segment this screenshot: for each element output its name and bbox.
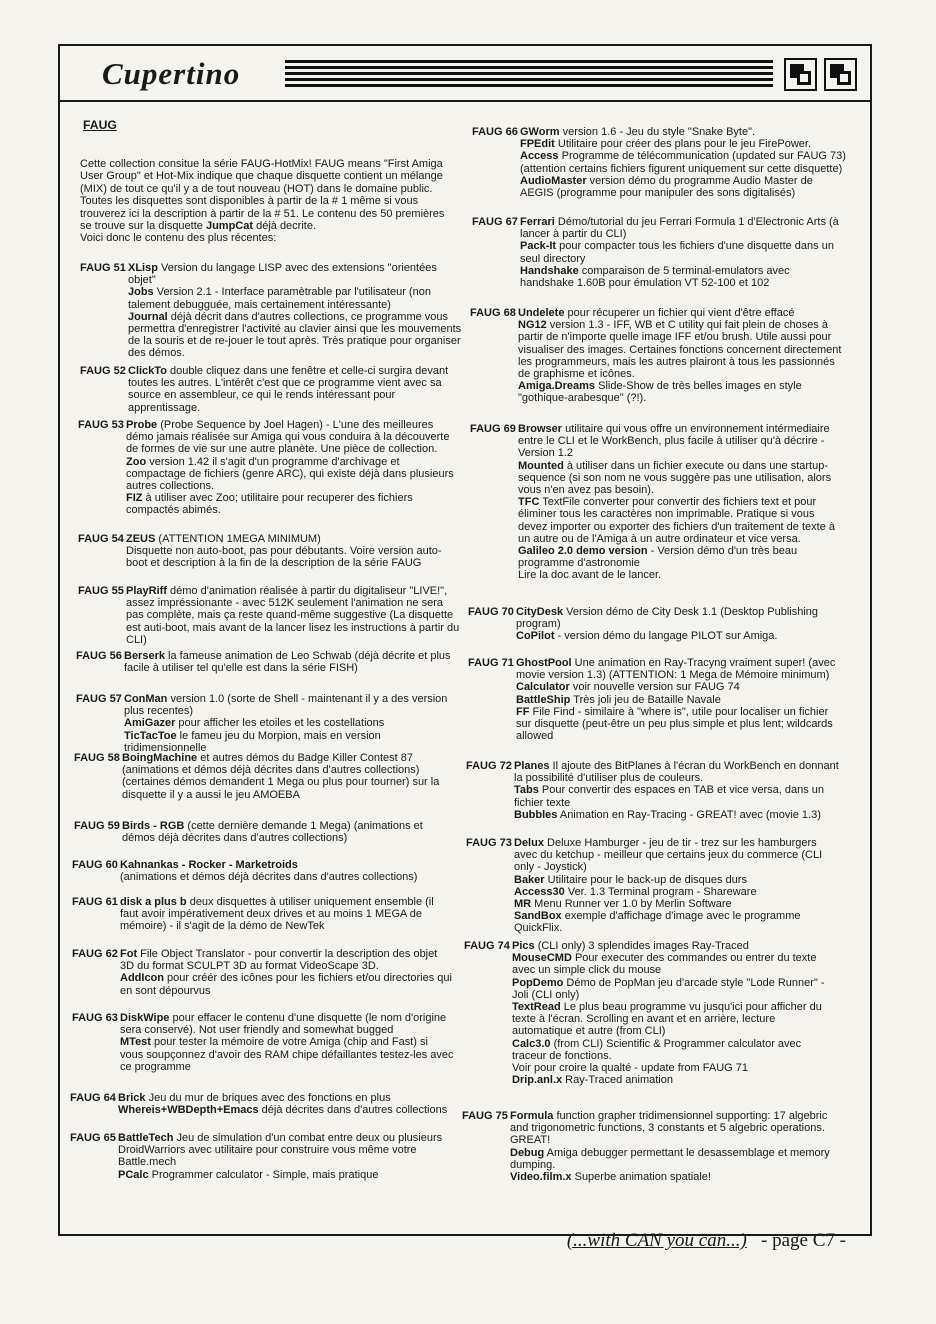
program-name: Pics <box>512 940 535 952</box>
program-line <box>520 175 846 199</box>
entry-description <box>520 126 846 199</box>
disk-code: FAUG 62 <box>72 948 118 960</box>
catalog-entry <box>74 752 456 801</box>
disk-code: FAUG 60 <box>72 859 118 871</box>
catalog-entry <box>468 606 842 643</box>
program-name: Calculator <box>516 681 570 694</box>
program-name: Ferrari <box>520 216 555 228</box>
program-name: DiskWipe <box>120 1012 170 1024</box>
program-line <box>516 706 842 743</box>
disk-code: FAUG 56 <box>76 650 122 662</box>
catalog-entry <box>76 650 458 674</box>
program-desc: function grapher tridimensionnel supporting: 17 algebric and trigonometric functions, 3 constants et 5 algebric operations. GREAT! <box>510 1110 828 1147</box>
program-line <box>520 150 846 174</box>
catalog-entry <box>466 760 840 821</box>
program-desc: Ver. 1.3 Terminal program - Shareware <box>564 885 757 898</box>
program-name: Access30 <box>514 885 565 898</box>
program-desc: exemple d'affichage d'image avec le programme QuickFlix. <box>514 910 801 935</box>
program-desc: File Find - similaire à "where is", utile pour localiser un fichier sur disquette (peut-être un peu plus simple et plus lent; wildcards allowed <box>516 705 833 743</box>
program-line <box>126 545 460 569</box>
program-desc: déjà décrites dans d'autres collections <box>258 1104 448 1117</box>
catalog-entry <box>70 1132 452 1181</box>
program-desc: à utiliser avec Zoo; utilitaire pour recuperer des fichiers compactés abimés. <box>126 492 413 517</box>
program-desc: (cette dernière demande 1 Mega) (animations et démos déjà décrites dans d'autres collections) <box>122 820 423 845</box>
program-line <box>514 874 840 886</box>
program-name: Berserk <box>124 650 165 662</box>
program-line <box>516 657 842 681</box>
program-desc: démo d'animation réalisée à partir du digitaliseur "LIVE!", assez impréssionante - avec 512K seulement l'animation ne sera pas complète, mais ça reste quand-même suggestive (La disquette est auti-boot, mais avant de la lancer lisez les instructions à partir du CLI) <box>126 585 460 646</box>
program-desc: Amiga debugger permettant le desassemblage et memory dumping. <box>510 1146 830 1171</box>
disk-code: FAUG 65 <box>70 1132 116 1144</box>
program-line <box>512 1074 838 1086</box>
program-desc: pour tester la mémoire de votre Amiga (chip and Fast) si vous soupçonnez d'avoir des RAM chipe défaillantes testez-les avec ce programme <box>120 1036 454 1073</box>
catalog-entry <box>76 693 458 754</box>
program-line <box>518 423 844 460</box>
program-line <box>126 456 460 493</box>
program-desc: Jeu de simulation d'un combat entre deux ou plusieurs DroidWarriors avec utilitaire pour construire vous même votre Battle.mech <box>118 1132 443 1169</box>
program-name: MouseCMD <box>512 952 572 965</box>
program-desc: Démo de PopMan jeu d'arcade style "Lode Runner" - Joli (CLI only) <box>512 976 825 1001</box>
program-desc: Version du langage LISP avec des extensions "orientées objet" <box>128 262 437 287</box>
program-desc: (CLI only) 3 splendides images Ray-Traced <box>534 940 749 952</box>
program-name: Planes <box>514 760 550 772</box>
entry-description <box>118 1092 452 1116</box>
program-desc: Jeu du mur de briques avec des fonctions en plus <box>145 1092 391 1104</box>
program-line <box>124 717 458 729</box>
disk-code: FAUG 67 <box>472 216 518 228</box>
program-line <box>514 784 840 808</box>
catalog-entry <box>72 896 454 933</box>
catalog-entry <box>80 365 462 414</box>
program-line <box>518 496 844 545</box>
logo-icon <box>784 58 817 91</box>
program-name: Video.film.x <box>510 1171 572 1184</box>
program-desc: version 1.3 - IFF, WB et C utility qui fait plein de choses à partir de n'importe quelle image IFF et/ou brush. Utile aussi pour visualiser des images. Certaines fonctions concernent directement les programmeurs, mais les autres plairont à tous les passionnés de graphisme et icônes. <box>518 319 842 381</box>
catalog-entry <box>468 657 842 742</box>
catalog-entry <box>70 1092 452 1116</box>
entry-description <box>518 307 844 405</box>
program-name: PopDemo <box>512 976 564 989</box>
program-line <box>518 319 844 380</box>
entry-description <box>118 1132 452 1181</box>
program-name: BoingMachine <box>122 752 198 764</box>
program-line <box>518 460 844 497</box>
program-name: Handshake <box>520 264 579 277</box>
disk-code: FAUG 64 <box>70 1092 116 1104</box>
program-name: BattleShip <box>516 693 571 706</box>
program-line <box>518 380 844 404</box>
program-desc: File Object Translator - pour convertir la description des objet 3D du format SCULPT 3D au format VideoScape 3D. <box>120 948 438 973</box>
program-desc: Voir pour croire la qualté - update from FAUG 71 <box>512 1062 749 1075</box>
catalog-entry <box>472 126 846 199</box>
program-name: MTest <box>120 1036 151 1049</box>
program-line <box>518 545 844 569</box>
program-desc: (from CLI) Scientific & Programmer calculator avec traceur de fonctions. <box>512 1037 802 1062</box>
entry-description <box>512 940 838 1086</box>
program-line <box>516 606 842 630</box>
logo-icon <box>824 58 857 91</box>
program-line <box>126 492 460 516</box>
entry-description <box>128 365 462 414</box>
program-line <box>118 1169 452 1181</box>
program-line <box>512 1001 838 1038</box>
intro-text: Cette collection consitue la série FAUG-HotMix! FAUG means "First Amiga User Group" et Hot-Mix indique que chaque disquette contient un mélange (MIX) de tout ce qu'il y a de tout nouveau (HOT) dans le domaine public. Toutes les disquettes sont disponibles à partir de la # 1 même si vous trouverez ici la description à partir de la # 51. Le contenu des 50 premières se trouve sur la disquette <box>80 158 445 233</box>
program-desc: Ray-Traced animation <box>562 1074 673 1087</box>
disk-code: FAUG 55 <box>78 585 124 597</box>
intro-jumpcat: JumpCat <box>205 220 254 233</box>
program-name: Probe <box>126 419 158 431</box>
program-line <box>510 1147 836 1171</box>
program-desc: Programmer calculator - Simple, mais pratique <box>148 1168 379 1181</box>
program-line <box>120 972 454 996</box>
program-line <box>514 886 840 898</box>
disk-code: FAUG 61 <box>72 896 118 908</box>
entry-description <box>514 837 840 935</box>
program-name: Journal <box>128 310 168 323</box>
program-desc: Pour convertir des espaces en TAB et vice versa, dans un fichier texte <box>514 784 824 809</box>
program-desc: Utilitaire pour créer des plans pour le jeu FirePower. <box>554 138 812 151</box>
catalog-entry <box>72 859 454 883</box>
program-line <box>512 952 838 976</box>
intro-paragraph <box>80 158 456 245</box>
program-line <box>518 569 844 581</box>
program-desc: Version démo de City Desk 1.1 (Desktop Publishing program) <box>516 606 819 631</box>
program-desc: version 1.0 (sorte de Shell - maintenant il y a des version plus recentes) <box>124 693 448 718</box>
disk-code: FAUG 52 <box>80 365 126 377</box>
page-footer <box>567 1230 846 1252</box>
program-desc: Slide-Show de très belles images en style "gothique-arabesque" (?!). <box>518 380 802 405</box>
disk-code: FAUG 59 <box>74 820 120 832</box>
program-line <box>120 871 454 883</box>
program-line <box>128 262 462 286</box>
program-name: MR <box>514 898 532 911</box>
program-line <box>124 693 458 717</box>
program-desc: Programme de télécommunication (updated sur FAUG 73) (attention certains fichiers figurent uniquement sur cette disquette) <box>520 150 846 175</box>
program-name: ConMan <box>124 693 168 705</box>
program-desc: Disquette non auto-boot, pas pour débutants. Voire version auto-boot et description à la fin de la description de la série FAUG <box>126 545 442 570</box>
program-desc: le fameu jeu du Morpion, mais en version tridimensionnelle <box>124 729 381 754</box>
program-desc: Superbe animation spatiale! <box>571 1171 711 1184</box>
entry-description <box>514 760 840 821</box>
masthead-title: Cupertino <box>102 56 241 91</box>
disk-code: FAUG 73 <box>466 837 512 849</box>
catalog-entry <box>78 533 460 570</box>
program-desc: pour compacter tous les fichiers d'une disquette dans un seul directory <box>520 240 834 265</box>
program-name: Amiga.Dreams <box>518 380 596 393</box>
program-line <box>520 240 846 264</box>
disk-code: FAUG 69 <box>470 423 516 435</box>
program-line <box>128 311 462 360</box>
program-line <box>512 940 838 952</box>
disk-code: FAUG 58 <box>74 752 120 764</box>
program-line <box>120 859 454 871</box>
disk-code: FAUG 71 <box>468 657 514 669</box>
intro-closing: Voici donc le contenu des plus récentes: <box>80 232 277 245</box>
catalog-entry <box>72 1012 454 1073</box>
program-line <box>126 419 460 456</box>
program-name: GhostPool <box>516 657 572 669</box>
program-line <box>518 307 844 319</box>
program-line <box>120 1012 454 1036</box>
program-line <box>516 681 842 693</box>
entry-description <box>122 820 456 844</box>
program-line <box>510 1171 836 1183</box>
entry-description <box>126 585 460 646</box>
program-desc: Le plus beau programme vu jusqu'ici pour afficher du texte à l'écran. Scrolling en avant et en arrière, lecture automatique et autre (from CLI) <box>512 1001 822 1038</box>
program-desc: pour effacer le contenu d'une disquette (le nom d'origine sera conservé). Not user friendly and somewhat bugged <box>120 1012 447 1037</box>
entry-description <box>120 859 454 883</box>
program-name: Mounted <box>518 459 564 472</box>
program-line <box>118 1132 452 1169</box>
disk-code: FAUG 68 <box>470 307 516 319</box>
entry-description <box>124 693 458 754</box>
program-desc: TextFile converter pour convertir des fichiers text et pour éliminer tous les caractères non imprimable. Pratique si vous devez importer ou exporter des fichiers d'un traitement de texte à un autre ou de l'Amiga à un autre ordinateur et vice versa. <box>518 496 835 545</box>
entry-description <box>518 423 844 582</box>
program-name: Zoo <box>126 455 147 468</box>
catalog-entry <box>470 307 844 405</box>
program-name: disk a plus b <box>120 896 187 908</box>
program-name: AudioMaster <box>520 174 587 187</box>
program-name: Undelete <box>518 307 565 319</box>
program-name: ClickTo <box>128 365 167 377</box>
program-line <box>510 1110 836 1147</box>
catalog-entry <box>472 216 846 289</box>
program-desc: voir nouvelle version sur FAUG 74 <box>569 681 740 694</box>
program-line <box>514 898 840 910</box>
entry-description <box>516 606 842 643</box>
program-line <box>120 896 454 933</box>
disk-code: FAUG 57 <box>76 693 122 705</box>
program-desc: la fameuse animation de Leo Schwab (déjà décrite et plus facile à utiliser tel qu'elle est dans la série FISH) <box>124 650 451 675</box>
program-desc: version 1.42 il s'agit d'un programme d'archivage et compactage de fichiers (genre ARC), qui existe déjà dans plusieurs autres collections. <box>126 455 454 493</box>
program-desc: Deluxe Hamburger - jeu de tir - trez sur les hamburgers avec du ketchup - meilleur que certains jeux du commerce (CLI only - Joystick) <box>514 837 823 874</box>
footer-slogan: (...with CAN you can...) <box>566 1230 747 1251</box>
section-title: FAUG <box>83 118 117 132</box>
disk-code: FAUG 72 <box>466 760 512 772</box>
entry-description <box>520 216 846 289</box>
program-name: TextRead <box>512 1001 561 1014</box>
page-number: - page C7 - <box>761 1230 846 1251</box>
program-line <box>516 630 842 642</box>
program-name: XLisp <box>128 262 158 274</box>
program-line <box>118 1104 452 1116</box>
program-line <box>520 265 846 289</box>
program-name: Galileo 2.0 demo version <box>518 545 648 558</box>
program-name: FF <box>516 705 530 718</box>
program-line <box>520 138 846 150</box>
entry-description <box>126 533 460 570</box>
program-line <box>514 760 840 784</box>
disk-code: FAUG 53 <box>78 419 124 431</box>
entry-description <box>510 1110 836 1183</box>
program-line <box>514 837 840 874</box>
program-desc: Lire la doc avant de le lancer. <box>518 569 662 582</box>
program-name: Baker <box>514 873 545 886</box>
program-name: PCalc <box>118 1168 149 1181</box>
program-name: TFC <box>518 496 540 509</box>
program-name: Bubbles <box>514 808 558 821</box>
catalog-entry <box>466 837 840 935</box>
program-name: Tabs <box>514 784 539 797</box>
program-name: NG12 <box>518 319 547 332</box>
program-name: AddIcon <box>120 972 164 985</box>
program-name: ZEUS <box>126 533 156 545</box>
program-desc: Utilitaire pour le back-up de disques durs <box>544 873 747 886</box>
program-desc: pour afficher les etoiles et les costellations <box>175 717 385 730</box>
program-line <box>126 533 460 545</box>
catalog-entry <box>470 423 844 582</box>
program-desc: à utiliser dans un fichier execute ou dans une startup-sequence (si son nom ne vous suggère pas une utilisation, alors vous n'en avez pas besoin). <box>518 459 832 497</box>
disk-code: FAUG 70 <box>468 606 514 618</box>
entry-description <box>122 752 456 801</box>
catalog-entry <box>78 585 460 646</box>
program-name: Jobs <box>128 286 154 299</box>
program-desc: Une animation en Ray-Tracyng vraiment super! (avec movie version 1.3) (ATTENTION: 1 Mega de Mémoire minimum) <box>516 657 836 682</box>
program-name: BattleTech <box>118 1132 174 1144</box>
program-line <box>122 752 456 801</box>
program-line <box>124 730 458 754</box>
program-desc: deux disquettes à utiliser uniquement ensemble (il faut avoir impérativement deux drives et au moins 1 MEGA de mémoire) - il s'agit de la démo de NewTek <box>120 896 434 933</box>
program-desc: et autres démos du Badge Killer Contest 87 (animations et démos déjà décrites dans d'autres collections) (certaines démos demandent 1 Mega ou plus pour tourner) sur la disquette il y a aussi le jeu AMOEBA <box>122 752 440 801</box>
program-desc: Il ajoute des BitPlanes à l'écran du WorkBench en donnant la possibilité d'utiliser plus de couleurs. <box>514 760 839 785</box>
disk-code: FAUG 66 <box>472 126 518 138</box>
program-desc: Version 2.1 - Interface paramètrable par l'utilisateur (non talement debugguée, mais certainement intéressante) <box>128 286 431 311</box>
entry-description <box>516 657 842 742</box>
program-line <box>122 820 456 844</box>
program-line <box>128 365 462 414</box>
entry-description <box>120 896 454 933</box>
program-name: FPEdit <box>520 138 555 151</box>
program-name: Birds - RGB <box>122 820 185 832</box>
program-desc: Pour executer des commandes ou entrer du texte avec un simple click du mouse <box>512 952 817 977</box>
catalog-entry <box>72 948 454 997</box>
program-name: Access <box>520 150 559 163</box>
disk-code: FAUG 63 <box>72 1012 118 1024</box>
catalog-entry <box>74 820 456 844</box>
catalog-entry <box>80 262 462 360</box>
program-name: SandBox <box>514 910 562 923</box>
program-name: Kahnankas - Rocker - Marketroids <box>120 859 298 871</box>
program-name: Drip.anl.x <box>512 1074 563 1087</box>
program-desc: pour récuperer un fichier qui vient d'être effacé <box>564 307 795 319</box>
program-name: Browser <box>518 423 563 435</box>
program-name: Delux <box>514 837 544 849</box>
program-line <box>520 216 846 240</box>
entry-description <box>124 650 458 674</box>
masthead-rule-lines <box>285 60 773 87</box>
program-name: Fot <box>120 948 138 960</box>
program-line <box>120 1036 454 1073</box>
program-desc: double cliquez dans une fenêtre et celle-ci surgira devant toutes les autres. L'intérêt c'est que ce programme vient avec sa source en assembleur, ce qui le rends intéressant pour apprentissage. <box>128 365 449 414</box>
program-line <box>512 977 838 1001</box>
catalog-entry <box>464 940 838 1086</box>
program-desc: version 1.6 - Jeu du style "Snake Byte". <box>559 126 756 138</box>
catalog-entry <box>78 419 460 517</box>
program-name: GWorm <box>520 126 560 138</box>
program-name: Calc3.0 <box>512 1037 551 1050</box>
program-desc: (ATTENTION 1MEGA MINIMUM) <box>155 533 321 545</box>
program-line <box>118 1092 452 1104</box>
entry-description <box>120 1012 454 1073</box>
program-name: AmiGazer <box>124 717 176 730</box>
program-desc: déjà décrit dans d'autres collections, ce programme vous permettra d'enregistrer l'activité au clavier ainsi que les mouvements de la souris et de re-jouer le tout après. Très pratique pour organiser des démos. <box>128 310 462 360</box>
disk-code: FAUG 54 <box>78 533 124 545</box>
program-desc: utilitaire qui vous offre un environnement intérmediaire entre le CLI et le WorkBench, plus facile à utiliser qu'à décrire - Version 1.2 <box>518 423 830 460</box>
program-desc: - version démo du langage PILOT sur Amiga. <box>554 630 778 643</box>
program-name: Whereis+WBDepth+Emacs <box>118 1104 259 1117</box>
program-desc: (animations et démos déjà décrites dans d'autres collections) <box>120 871 418 884</box>
program-desc: version démo du programme Audio Master de AEGIS (programme pour manipuler des sons digitalisés) <box>520 174 813 200</box>
program-desc: Animation en Ray-Tracing - GREAT! avec (movie 1.3) <box>557 808 821 821</box>
program-line <box>512 1038 838 1062</box>
program-line <box>514 809 840 821</box>
program-line <box>126 585 460 646</box>
program-name: TicTacToe <box>124 729 177 742</box>
program-desc: comparaison de 5 terminal-emulators avec handshake 1.60B pour émulation VT 52-100 et 102 <box>520 264 790 290</box>
program-name: FIZ <box>126 492 143 505</box>
program-line <box>520 126 846 138</box>
entry-description <box>120 948 454 997</box>
disk-code: FAUG 51 <box>80 262 126 274</box>
program-line <box>124 650 458 674</box>
intro-jumpcat-text: déjà decrite. <box>253 220 317 233</box>
masthead <box>60 46 870 102</box>
disk-code: FAUG 75 <box>462 1110 508 1122</box>
program-desc: (Probe Sequence by Joel Hagen) - L'une des meilleures démo jamais réalisée sur Amiga qui vous conduira à la découverte de formes de vie sur une autre planète. Une pièce de collection. <box>126 419 450 456</box>
catalog-entry <box>462 1110 836 1183</box>
entry-description <box>128 262 462 360</box>
program-name: CityDesk <box>516 606 564 618</box>
program-line <box>514 910 840 934</box>
program-desc: Démo/tutorial du jeu Ferrari Formula 1 d'Electronic Arts (à lancer à partir du CLI) <box>520 216 839 241</box>
entry-description <box>126 419 460 517</box>
program-name: Formula <box>510 1110 554 1122</box>
program-line <box>128 286 462 310</box>
program-desc: pour créér des icônes pour les fichiers et/ou directories qui en sont dépourvus <box>120 972 452 997</box>
program-name: Pack-It <box>520 240 557 253</box>
program-desc: Menu Runner ver 1.0 by Merlin Software <box>531 898 732 911</box>
program-desc: Très joli jeu de Bataille Navale <box>570 693 721 706</box>
program-line <box>512 1062 838 1074</box>
program-line <box>516 694 842 706</box>
program-line <box>120 948 454 972</box>
program-name: Brick <box>118 1092 146 1104</box>
program-name: CoPilot <box>516 630 555 643</box>
program-name: Debug <box>510 1146 545 1159</box>
program-desc: - Version démo d'un très beau programme d'astronomie <box>518 545 798 570</box>
program-name: PlayRiff <box>126 585 167 597</box>
disk-code: FAUG 74 <box>464 940 510 952</box>
